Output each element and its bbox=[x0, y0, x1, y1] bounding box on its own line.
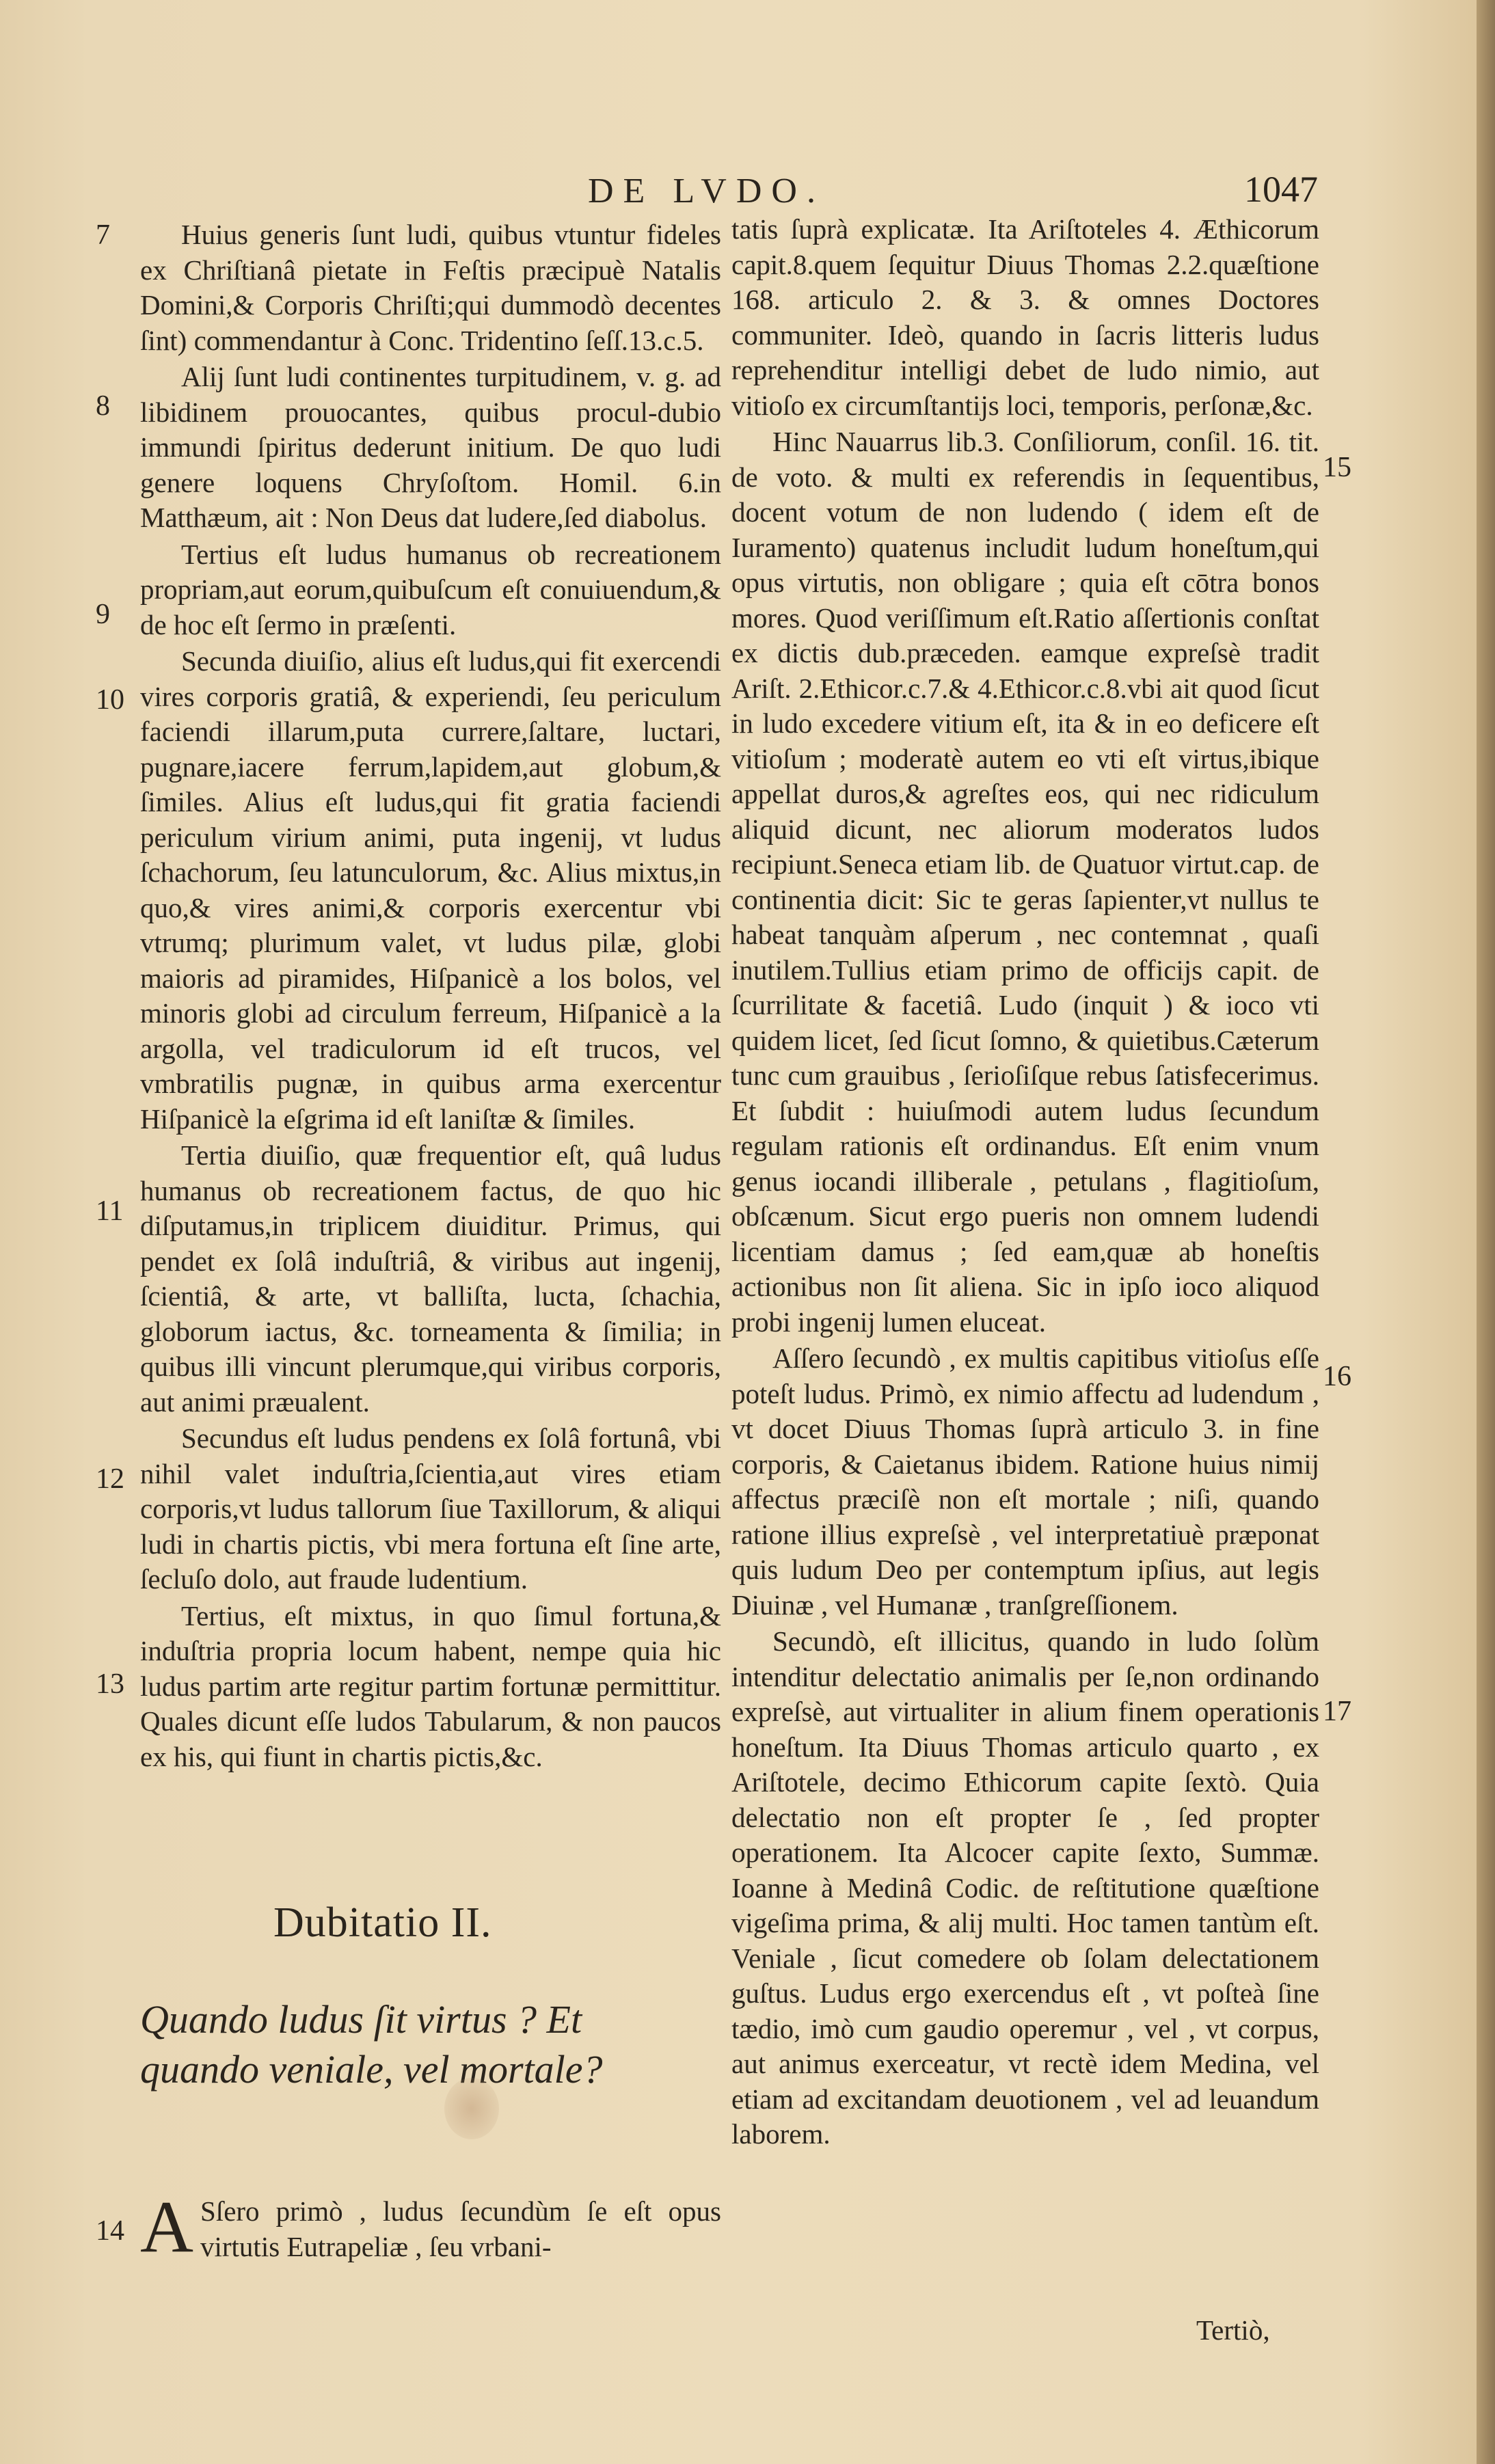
catchword: Tertiò, bbox=[1196, 2314, 1270, 2346]
page-number: 1047 bbox=[1244, 169, 1318, 210]
paragraph: Aſſero ſecundò , ex multis capitibus vitioſus eſſe poteſt ludus. Primò, ex nimio affectu ad ludendum , vt docet Diuus Thomas ſuprà articulo 3. in fine corporis, & Caietanus ibidem. Ratione huius nimij affectus præciſè non eſt mortale ; niſi, quando ratione illius expreſsè , vel interpretatiuè præponat quis ludum Deo per contemptum ipſius, aut legis Diuinæ , vel Humanæ , tranſgreſſionem. bbox=[731, 1342, 1319, 1621]
paragraph: Secundò, eſt illicitus, quando in ludo ſolùm intenditur delectatio animalis per ſe,non ordinando expreſsè, aut virtualiter in alium finem operationis honeſtum. Ita Diuus Thomas articulo quarto , ex Ariſtotele, decimo Ethicorum capite ſextò. Quia delectatio non eſt propter ſe , ſed propter operationem. Ita Alcocer capite ſexto, Summæ. Ioanne à Medinâ Codic. de reſtitutione quæſtione vigeſima prima, & alij multi. Hoc tamen tantùm eſt. Veniale , ſicut comedere ob ſolam delectationem guſtus. Ludus ergo exercendus eſt , vt poſteà ſine tædio, imò cum gaudio operemur , vel , vt corpus, aut animus exerceatur, vt rectè idem Medina, vel etiam ad excitandam deuotionem , vel ad leuandum laborem. bbox=[731, 1625, 1319, 2150]
margin-number: 17 bbox=[1323, 1696, 1351, 1727]
running-title: DE LVDO. bbox=[588, 172, 825, 211]
paragraph: Tertius eſt ludus humanus ob recreationem propriam,aut eorum,quibuſcum eſt conuiuendum,& de hoc eſt ſermo in præſenti. bbox=[140, 538, 721, 640]
margin-number: 14 bbox=[96, 2215, 124, 2247]
paragraph: tatis ſuprà explicatæ. Ita Ariſtoteles 4. Æthicorum capit.8.quem ſequitur Diuus Thomas 2.2.quæſtione 168. articulo 2. & 3. & omnes Doctores communiter. Ideò, quando in ſacris litteris ludus reprehenditur intelligi debet de ludo nimio, aut vitioſo ex circumſtantijs loci, temporis, perſonæ,&c. bbox=[731, 213, 1319, 421]
paragraph: Tertia diuiſio, quæ frequentior eſt, quâ ludus humanus ob recreationem factus, de quo hic diſputamus,in triplicem diuiditur. Primus, qui pendet ex ſolâ induſtriâ, & viribus aut ingenij, ſcientiâ, & arte, vt balliſta, lucta, ſchachia, globorum iactus, &c. torneamenta & ſimilia; in quibus illi vincunt plerumque,qui viribus corporis, aut animi præualent. bbox=[140, 1139, 721, 1418]
margin-number: 7 bbox=[96, 219, 110, 251]
margin-number: 13 bbox=[96, 1668, 124, 1700]
paragraph: Huius generis ſunt ludi, quibus vtuntur fideles ex Chriſtianâ pietate in Feſtis præcipuè Natalis Domini,& Corporis Chriſti;qui dummodò decentes ſint) commendantur à Conc. Tridentino ſeſſ.13.c.5. bbox=[140, 219, 721, 356]
paragraph: Hinc Nauarrus lib.3. Conſiliorum, conſil. 16. tit. de voto. & multi ex referendis in ſequentibus, docent votum de non ludendo ( idem eſt de Iuramento) quatenus includit ludum honeſtum,qui opus virtutis, non obligare ; quia eſt cōtra bonos mores. Quod veriſſimum eſt.Ratio aſſertionis conſtat ex dictis dub.præceden. eamque expreſsè tradit Ariſt. 2.Ethicor.c.7.& 4.Ethicor.c.8.vbi ait quod ſicut in ludo excedere vitium eſt, ita & in eo deficere eſt vitioſum ; moderatè autem eo vti eſt virtus,ibique appellat duros,& agreſtes eos, qui nec ridiculum aliquid dicunt, nec aliorum moderatos ludos recipiunt.Seneca etiam lib. de Quatuor virtut.cap. de continentia dicit: Sic te geras ſapienter,vt nullus te habeat tanquàm aſperum , nec contemnat , quaſi inutilem.Tullius etiam primo de officijs capit. de ſcurrilitate & facetiâ. Ludo (inquit ) & ioco vti quidem licet, ſed ſicut ſomno, & quietibus.Cæterum tunc cum grauibus , ſerioſiſque rebus ſatisfecerimus. Et ſubdit : huiuſmodi autem ludus ſecundum regulam rationis eſt ordinandus. Eſt enim vnum genus iocandi illiberale , petulans , flagitioſum, obſcænum. Sicut ergo pueris non omnem ludendi licentiam damus ; ſed eam,quæ ab honeſtis actionibus non ſit aliena. Sic in ipſo ioco aliquod probi ingenij lumen eluceat. bbox=[731, 426, 1319, 1338]
paragraph: Secunda diuiſio, alius eſt ludus,qui fit exercendi vires corporis gratiâ, & experiendi, ſeu periculum faciendi illarum,puta currere,ſaltare, luctari, pugnare,iacere ferrum,lapidem,aut globum,& ſimiles. Alius eſt ludus,qui fit gratia faciendi periculum virium animi, puta ingenij, vt ludus ſchachorum, ſeu latunculorum, &c. Alius mixtus,in quo,& vires animi,& corporis exercentur vbi vtrumq; plurimum valet, vt ludus pilæ, globi maioris ad piramides, Hiſpanicè a los bolos, vel minoris globi ad circulum ferreum, Hiſpanicè a la argolla, vel tradiculorum id eſt trucos, vel vmbratilis pugnæ, in quibus arma exercentur Hiſpanicè la eſgrima id eſt laniſtæ & ſimiles. bbox=[140, 645, 721, 1135]
margin-number: 12 bbox=[96, 1463, 124, 1495]
page-edge bbox=[1477, 0, 1495, 2464]
paragraph: Sſero primò , ludus ſecundùm ſe eſt opus virtutis Eutrapeliæ , ſeu vrbani- bbox=[200, 2195, 721, 2262]
paragraph: Tertius, eſt mixtus, in quo ſimul fortuna,& induſtria propria locum habent, nempe quia hic ludus partim arte regitur partim fortunæ permittitur. Quales dicunt eſſe ludos Tabularum, & non paucos ex his, qui fiunt in chartis pictis,&c. bbox=[140, 1599, 721, 1772]
left-column bbox=[140, 217, 721, 1774]
margin-number: 11 bbox=[96, 1195, 124, 1227]
paragraph: Alij ſunt ludi continentes turpitudinem, v. g. ad libidinem prouocantes, quibus procul-dubio immundi ſpiritus dederunt initium. De quo ludi genere loquens Chryſoſtom. Homil. 6.in Matthæum, ait : Non Deus dat ludere,ſed diabolus. bbox=[140, 361, 721, 533]
right-column bbox=[731, 212, 1319, 2152]
margin-number: 10 bbox=[96, 684, 124, 716]
section-heading: Dubitatio II. bbox=[273, 1899, 492, 1946]
margin-number: 8 bbox=[96, 390, 110, 422]
paper-stain bbox=[444, 2078, 499, 2139]
margin-number: 9 bbox=[96, 599, 110, 630]
margin-number: 15 bbox=[1323, 452, 1351, 483]
paragraph: Secundus eſt ludus pendens ex ſolâ fortunâ, vbi nihil valet induſtria,ſcientia,aut vires etiam corporis,vt ludus tallorum ſiue Taxillorum, & aliqui ludi in chartis pictis, vbi mera fortuna eſt ſine arte, ſecluſo dolo, aut fraude ludentium. bbox=[140, 1422, 721, 1595]
drop-cap: A bbox=[140, 2187, 193, 2268]
margin-number: 16 bbox=[1323, 1361, 1351, 1392]
opening-paragraph bbox=[140, 2187, 721, 2268]
section-question: Quando ludus ſit virtus ? Et quando veniale, vel mortale? bbox=[140, 1997, 603, 2091]
